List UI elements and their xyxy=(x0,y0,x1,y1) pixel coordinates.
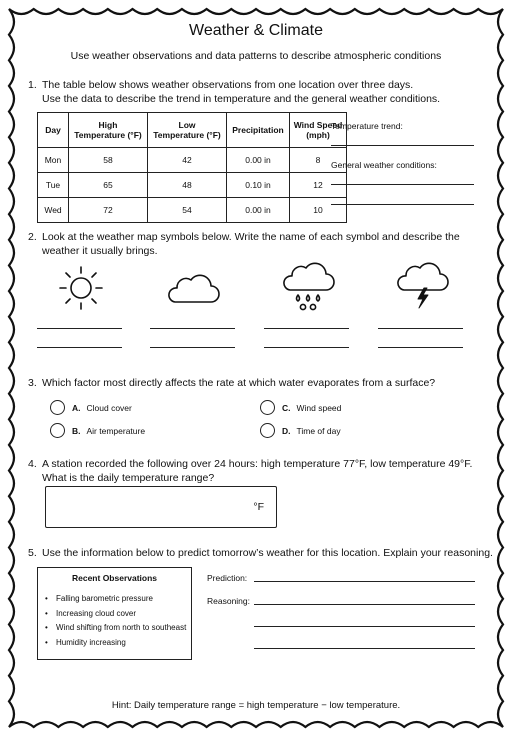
weather-observation-table xyxy=(37,112,347,223)
option-text: Cloud cover xyxy=(86,402,132,413)
option-text: Time of day xyxy=(296,425,341,436)
reasoning-label: Reasoning: xyxy=(207,596,251,606)
list-item: • Humidity increasing xyxy=(56,636,191,651)
option-letter: B. xyxy=(72,425,81,436)
table-header: Day xyxy=(38,113,69,148)
list-item: • Increasing cloud cover xyxy=(56,607,191,622)
radio-circle[interactable] xyxy=(260,400,275,415)
table-cell: 42 xyxy=(148,148,227,173)
table-cell: 72 xyxy=(69,198,148,223)
table-cell: Wed xyxy=(38,198,69,223)
table-cell: 48 xyxy=(148,173,227,198)
symbol-2-answer-line[interactable] xyxy=(150,347,235,348)
temperature-trend-label: Temperature trend: xyxy=(331,121,403,131)
option-letter: A. xyxy=(72,402,81,413)
symbol-1-answer-line[interactable] xyxy=(37,328,122,329)
option-c[interactable] xyxy=(260,400,341,415)
table-header: Low Temperature (°F) xyxy=(148,113,227,148)
cloud-icon xyxy=(165,270,221,306)
table-cell: 58 xyxy=(69,148,148,173)
conditions-answer-line[interactable] xyxy=(331,184,474,185)
option-b[interactable] xyxy=(50,423,145,438)
prediction-answer-line[interactable] xyxy=(254,581,475,582)
table-cell: 0.00 in xyxy=(227,198,290,223)
thunderstorm-icon xyxy=(394,262,450,312)
table-cell: 54 xyxy=(148,198,227,223)
temperature-range-answer-box[interactable] xyxy=(45,486,277,528)
conditions-answer-line[interactable] xyxy=(331,204,474,205)
list-item: • Falling barometric pressure xyxy=(56,592,191,607)
question-1-line-1: The table below shows weather observations from one location over three days. xyxy=(42,79,414,91)
option-letter: C. xyxy=(282,402,291,413)
temperature-trend-answer-line[interactable] xyxy=(331,145,474,146)
table-cell: 8 xyxy=(290,148,347,173)
question-2-line-1: Look at the weather map symbols below. Write the name of each symbol and describe the xyxy=(42,231,460,243)
question-2-line-2: weather it usually brings. xyxy=(42,245,158,257)
hint-text: Hint: Daily temperature range = high temperature − low temperature. xyxy=(111,700,401,711)
page-title: Weather & Climate xyxy=(189,22,323,39)
question-4-line-1: A station recorded the following over 24 hours: high temperature 77°F, low temperature 49°F. xyxy=(42,458,473,470)
rain-cloud-icon xyxy=(280,262,336,312)
sun-icon xyxy=(58,265,104,311)
question-number: 5. xyxy=(28,547,37,559)
question-number: 3. xyxy=(28,377,37,389)
radio-circle[interactable] xyxy=(50,423,65,438)
unit-label: °F xyxy=(253,501,264,513)
observations-title: Recent Observations xyxy=(71,573,158,583)
question-3 xyxy=(28,376,435,390)
question-number: 2. xyxy=(28,231,37,243)
symbol-2-answer-line[interactable] xyxy=(150,328,235,329)
table-cell: Mon xyxy=(38,148,69,173)
option-d[interactable] xyxy=(260,423,341,438)
page-subtitle: Use weather observations and data patterns to describe atmospheric conditions xyxy=(70,50,442,62)
recent-observations-box xyxy=(37,567,192,660)
table-cell: 0.00 in xyxy=(227,148,290,173)
question-5 xyxy=(28,546,493,560)
table-cell: 65 xyxy=(69,173,148,198)
symbol-4-answer-line[interactable] xyxy=(378,347,463,348)
question-5-text: Use the information below to predict tomorrow’s weather for this location. Explain your reasoning. xyxy=(42,547,493,559)
question-1-line-2: Use the data to describe the trend in temperature and the general weather conditions. xyxy=(42,93,441,105)
question-number: 4. xyxy=(28,458,37,470)
symbol-1-answer-line[interactable] xyxy=(37,347,122,348)
table-header: Precipitation xyxy=(227,113,290,148)
symbol-3-answer-line[interactable] xyxy=(264,328,349,329)
question-4 xyxy=(28,457,472,485)
table-cell: Tue xyxy=(38,173,69,198)
radio-circle[interactable] xyxy=(260,423,275,438)
table-header: Wind Speed (mph) xyxy=(290,113,347,148)
question-3-text: Which factor most directly affects the rate at which water evaporates from a surface? xyxy=(42,377,436,389)
reasoning-answer-line[interactable] xyxy=(254,604,475,605)
table-header: High Temperature (°F) xyxy=(69,113,148,148)
question-4-line-2: What is the daily temperature range? xyxy=(42,472,215,484)
option-text: Air temperature xyxy=(86,425,146,436)
question-number: 1. xyxy=(28,79,37,91)
option-text: Wind speed xyxy=(296,402,342,413)
conditions-label: General weather conditions: xyxy=(331,160,437,170)
reasoning-answer-line[interactable] xyxy=(254,626,475,627)
question-1 xyxy=(28,78,440,106)
symbol-3-answer-line[interactable] xyxy=(264,347,349,348)
table-cell: 0.10 in xyxy=(227,173,290,198)
symbol-4-answer-line[interactable] xyxy=(378,328,463,329)
table-cell: 12 xyxy=(290,173,347,198)
table-row xyxy=(38,198,347,223)
reasoning-answer-line[interactable] xyxy=(254,648,475,649)
list-item: • Wind shifting from north to southeast xyxy=(56,621,191,636)
table-cell: 10 xyxy=(290,198,347,223)
option-a[interactable] xyxy=(50,400,132,415)
question-2 xyxy=(28,230,460,258)
prediction-label: Prediction: xyxy=(207,573,248,583)
table-row xyxy=(38,173,347,198)
radio-circle[interactable] xyxy=(50,400,65,415)
option-letter: D. xyxy=(282,425,291,436)
table-row xyxy=(38,148,347,173)
observations-list xyxy=(38,592,191,650)
